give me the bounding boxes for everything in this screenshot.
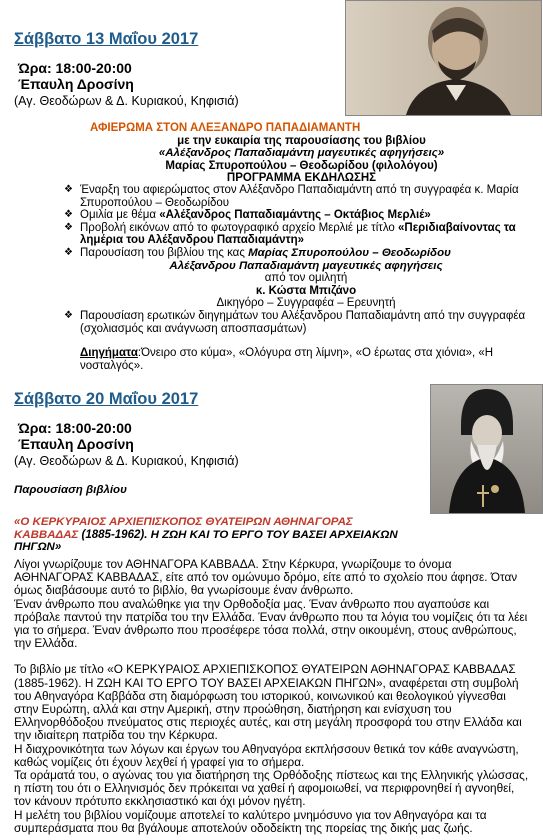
program-item-4-by: από τον ομιλητή xyxy=(264,272,348,285)
diamond-bullet-icon: ❖ xyxy=(64,184,73,195)
event2-date: Σάββατο 20 Μαΐου 2017 xyxy=(14,390,199,408)
program-item-3 xyxy=(60,222,532,247)
tribute-title: ΑΦΙΕΡΩΜΑ ΣΤΟΝ ΑΛΕΞΑΝΔΡΟ ΠΑΠΑΔΙΑΜΑΝΤΗ xyxy=(90,122,361,134)
event2-book-title xyxy=(14,516,414,554)
speaker-name: κ. Κώστα Μπιζάνο xyxy=(255,284,357,297)
diamond-bullet-icon: ❖ xyxy=(64,246,73,258)
paragraph: Έναν άνθρωπο που αναλώθηκε για την Ορθοδοξία μας. Έναν άνθρωπο που αγαπούσε και πρόβαλε παντού την πατρίδα του την Ελλάδα. Έναν άνθρωπο που τα λόγια του νομίζεις ότι τα λέει για το σήμερα. Έναν άνθρωπο που προσέφερε τόσα πολλά, στην οικουμένη, στους ανθρώπους, την Ελλάδα. xyxy=(14,596,528,651)
event1-venue: Έπαυλη Δροσίνη xyxy=(18,76,134,92)
book-title-black: (1885-1962). Η ΖΩΗ ΚΑΙ ΤΟ ΕΡΓΟ ΤΟΥ ΒΑΣΕΙ ΑΡΧΕΙΑΚΩΝ ΠΗΓΩΝ» xyxy=(14,528,398,554)
program-item-4-author: Μαρίας Σπυροπούλου – Θεοδωρίδου xyxy=(248,246,451,259)
stories-label: Διηγήματα xyxy=(80,347,138,360)
program-item-4 xyxy=(60,247,532,310)
event2-venue: Έπαυλη Δροσίνη xyxy=(18,436,134,452)
book-title-red: «Ο ΚΕΡΚΥΡΑΙΟΣ ΑΡΧΙΕΠΙΣΚΟΠΟΣ ΘΥΑΤΕΙΡΩΝ ΑΘΗΝΑΓΟΡΑΣ ΚΑΒΒΑΔΑΣ xyxy=(14,516,353,541)
event1-hours: Ώρα: 18:00-20:00 xyxy=(18,60,132,76)
paragraph: Η διαχρονικότητα των λόγων και έργων του Αθηναγόρα εκπλήσσουν θετικά τον κάθε αναγνώστη, καθώς νομίζεις ότι έχουν λεχθεί ή γραφεί για το σήμερα. xyxy=(14,741,519,769)
program-item-5 xyxy=(60,310,532,335)
program-item-2-text: Ομιλία με θέμα xyxy=(80,209,160,222)
book-title: «Αλέξανδρος Παπαδιαμάντη μαγευτικές αφηγήσεις» xyxy=(158,147,445,160)
stories-text: :Όνειρο στο κύμα», «Ολόγυρα στη λίμνη», «Ο έρωτας στα χιόνια», «Η νοσταλγός». xyxy=(80,347,494,372)
occasion-line: με την ευκαιρία της παρουσίασης του βιβλίου xyxy=(177,134,426,147)
portrait-photo-papadiamantis xyxy=(345,0,542,116)
program-item-5-text: Παρουσίαση ερωτικών διηγημάτων του Αλέξανδρου Παπαδιαμάντη από την συγγραφέα (σχολιασμός και ανάγνωση αποσπασμάτων) xyxy=(80,309,526,335)
event2-body xyxy=(14,558,532,835)
stories-line xyxy=(60,347,532,372)
portrait-man-icon xyxy=(346,1,541,115)
portrait-archbishop-icon xyxy=(431,385,542,513)
program-item-4-book: Αλέξανδρου Παπαδιαμάντη μαγευτικές αφηγήσεις xyxy=(169,259,443,272)
program-heading: ΠΡΟΓΡΑΜΜΑ ΕΚΔΗΛΩΣΗΣ xyxy=(226,172,377,185)
event1-date: Σάββατο 13 Μαΐου 2017 xyxy=(14,30,199,48)
speaker-role: Δικηγόρο – Συγγραφέα – Ερευνητή xyxy=(216,297,396,310)
paragraph: Το βιβλίο με τίτλο «Ο ΚΕΡΚΥΡΑΙΟΣ ΑΡΧΙΕΠΙΣΚΟΠΟΣ ΘΥΑΤΕΙΡΩΝ ΑΘΗΝΑΓΟΡΑΣ ΚΑΒΒΑΔΑΣ (1885-1962). Η ΖΩΗ ΚΑΙ ΤΟ ΕΡΓΟ ΤΟΥ ΒΑΣΕΙ ΑΡΧΕΙΑΚΩΝ ΠΗΓΩΝ», αναφέρεται στη συμβολή του Αθηναγόρα Καββάδα στη διαμόρφωση του ιστορικού, κοινωνικού και θεολογικού γίγνεσθαι στην Ευρώπη, αλλά και στην Αμερική, στην προώθηση, διατήρηση και ενίσχυση του Ελληνορθόδοξου πνεύματος στις περιοχές αυτές, και στη μεγάλη προσφορά του στην Ελλάδα και την ιδιαίτερη πατρίδα του την Κέρκυρα. xyxy=(14,662,522,743)
presentation-label: Παρουσίαση βιβλίου xyxy=(14,484,127,496)
portrait-photo-athenagoras xyxy=(430,384,543,514)
program-item-1-text: Έναρξη του αφιερώματος στον Αλέξανδρο Παπαδιαμάντη από τη συγγραφέα κ. Μαρία Σπυροπούλου – Θεοδωρίδου xyxy=(80,184,519,209)
diamond-bullet-icon: ❖ xyxy=(64,209,73,221)
event1-header xyxy=(10,122,533,185)
diamond-bullet-icon: ❖ xyxy=(64,221,73,233)
program-list xyxy=(60,184,532,372)
paragraph: Λίγοι γνωρίζουμε τον ΑΘΗΝΑΓΟΡΑ ΚΑΒΒΑΔΑ. Στην Κέρκυρα, γνωρίζουμε το όνομα ΑΘΗΝΑΓΟΡΑΣ ΚΑΒΒΑΔΑΣ, είτε από τον ομώνυμο δρόμο, είτε από το σχολείο που άφησε. Όταν όμως διαβάσουμε αυτό το βιβλίο, θα γνωρίσουμε έναν άνθρωπο. xyxy=(14,557,518,598)
paragraph: Η μελέτη του βιβλίου νομίζουμε αποτελεί το καλύτερο μνημόσυνο για τον Αθηναγόρα και τα συμπεράσματα που θα βγάλουμε αποτελούν οδοδείκτη της πορείας της δικής μας ζωής. xyxy=(14,807,487,835)
program-item-2-topic: «Αλέξανδρος Παπαδιαμάντης – Οκτάβιος Μερλιέ» xyxy=(159,209,431,222)
program-item-4-text: Παρουσίαση του βιβλίου της κας xyxy=(80,246,249,259)
event1-address: (Αγ. Θεοδώρων & Δ. Κυριακού, Κηφισιά) xyxy=(14,94,239,108)
program-item-1 xyxy=(60,184,532,209)
event2-hours: Ώρα: 18:00-20:00 xyxy=(18,420,132,436)
event2-address: (Αγ. Θεοδώρων & Δ. Κυριακού, Κηφισιά) xyxy=(14,454,239,468)
book-author: Μαρίας Σπυροπούλου – Θεοδωρίδου (φιλολόγου) xyxy=(165,159,438,172)
program-item-3-title: «Περιδιαβαίνοντας τα λημέρια του Αλέξανδρου Παπαδιαμάντη» xyxy=(80,221,516,247)
program-item-2 xyxy=(60,209,532,222)
program-item-3-text: Προβολή εικόνων από το φωτογραφικό αρχείο Μερλιέ με τίτλο xyxy=(80,221,398,234)
paragraph: Τα οράματά του, ο αγώνας του για διατήρηση της Ορθόδοξης πίστεως και της Ελληνικής γλώσσας, η πίστη του ότι ο Ελληνισμός δεν πρόκειται να χαθεί ή αφομοιωθεί, να περιφρονηθεί ή αγνοηθεί, τον κάνουν πρότυπο εκκλησιαστικό και όχι μόνον ηγέτη. xyxy=(14,768,529,809)
diamond-bullet-icon: ❖ xyxy=(64,309,73,321)
